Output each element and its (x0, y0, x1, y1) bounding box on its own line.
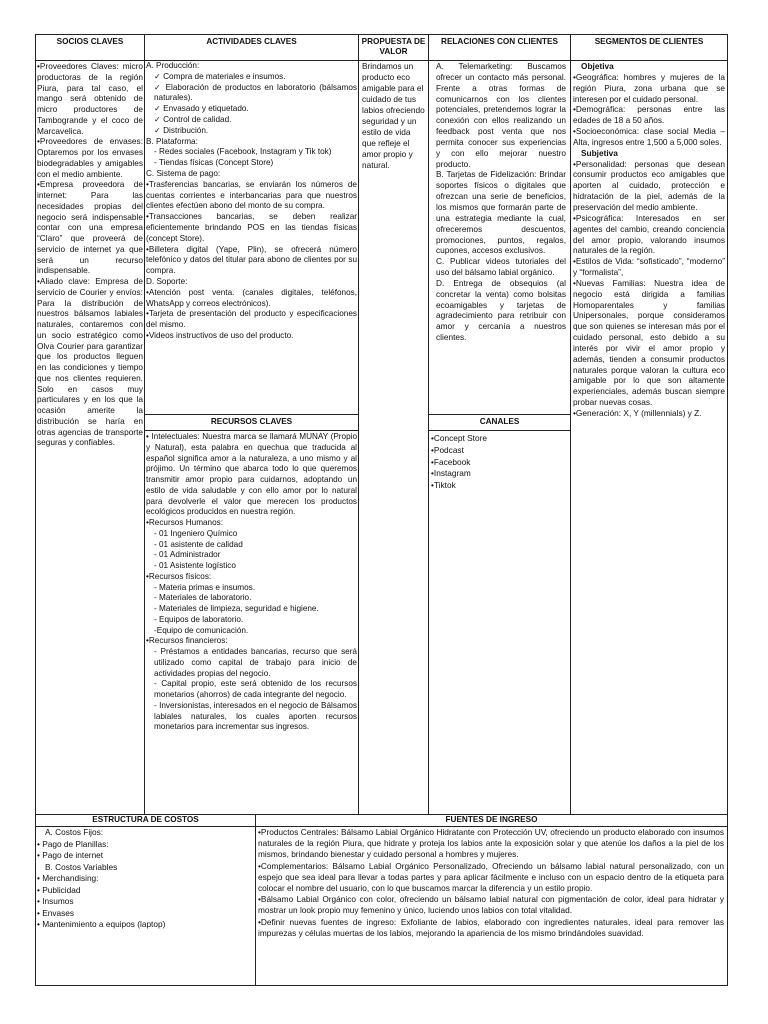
canal-item: •Facebook (431, 456, 471, 467)
recurso-intelectuales: • Intelectuales: Nuestra marca se llamará MUNAY (Propio y Natural), esta palabra en quechua que traducida al español significa amor a la naturaleza, a uno mismo y al prójimo. Un término que abarca todo lo que queremos transmitir amor propio para cuidarnos, adoptando un estilo de vida saludable y con ello amor por lo natural para devolverle el valor que merecen los productos ecológicos producidos en nuestra región. (146, 432, 357, 517)
costo-variable-item: • Publicidad (37, 884, 81, 895)
actividad-c-item: •Billetera digital (Yape, Plin), se ofrecerá número telefónico y datos del titular para abono de clientes por su compra. (146, 244, 357, 276)
segmento-objetiva-title: Objetiva (581, 61, 614, 71)
costo-fijo-item: • Pago de internet (37, 850, 104, 860)
actividad-d-item: •Atención post venta. (canales digitales, teléfonos, WhatsApp y correos electrónicos). (146, 287, 357, 308)
recurso-humano-item: - 01 Ingeniero Químico (154, 528, 238, 538)
ingreso-item: •Productos Centrales: Bálsamo Labial Orgánico Hidratante con Protección UV, ofreciendo un producto elaborado con insumos naturales de la región Piura, que hidrate y proteja los labios ante la exposición solar y que atenúe los daños a la piel de los mismos, brindando bienestar y cuidado personal a hombres y mujeres. (258, 827, 724, 860)
actividad-a-title: A. Producción: (146, 61, 200, 70)
canales-text (431, 433, 569, 503)
actividad-d-item: •Tarjeta de presentación del producto y especificaciones del mismo. (146, 309, 357, 330)
segmento-subjetiva-item: •Estilos de Vida: “sofisticado”, “moderno” y “formalista”, (573, 256, 725, 278)
recurso-financiero-item: - Inversionistas, interesados en el negocio de Bálsamos labiales naturales, los cuales aporten recursos monetarios para incrementar sus ingresos. (154, 700, 357, 732)
segmento-subjetiva-item: •Generación: X, Y (millennials) y Z. (573, 408, 702, 418)
propuesta-header-label: PROPUESTA DE VALOR (361, 37, 426, 56)
recursos-claves-text (146, 432, 357, 813)
canal-item: •Tiktok (431, 480, 456, 491)
segmentos-clientes-text (573, 61, 725, 813)
relacion-item: C. Publicar videos tutoriales del uso del bálsamo labial orgánico. (436, 256, 566, 278)
recurso-fisico-item: - Materia primas e insumos. (154, 582, 256, 592)
segmento-subjetiva-title: Subjetiva (581, 147, 618, 158)
segmento-subjetiva-item: •Nuevas Familias: Nuestra idea de negocio está dirigida a familias Homoparentales y familias Unipersonales, porque consideramos que son quienes se interesan más por el cuidado personal, esto debido a su interés por vivir el amor propio y además, tienden a consumir productos naturales porque valoran la cultura eco amigable por lo que son altamente experienciales, además buscan siempre probar nuevas cosas. (573, 277, 725, 408)
socios-header-label: SOCIOS CLAVES (56, 37, 124, 46)
header-canales (428, 414, 571, 431)
segmento-objetiva-item: •Geográfica: hombres y mujeres de la región Piura, zona urbana que se interesen por el cuidado personal. (573, 71, 725, 104)
ingreso-item: •Complementarios: Bálsamo Labial Orgánico Personalizado, Ofreciendo un bálsamo labial natural personalizado, con un espejo que sea ideal para llevar a todas partes y para aplicar fácilmente e incluso con un espacio dentro de la etiqueta para colocar el nombre del usuario, con lo que buscamos marcar la diferencia y un estilo propio. (258, 860, 724, 894)
recurso-humano-item: - 01 Asistente logístico (154, 561, 236, 570)
relacion-item: D. Entrega de obsequios (al concretar la venta) como bolsitas ecoamigables y tarjetas de agradecimiento para retribuir con amor y cercanía a nuestros clientes. (436, 277, 566, 343)
header-actividades-claves (144, 34, 359, 61)
ingreso-item: •Bálsamo Labial Orgánico con color, ofreciendo un bálsamo labial natural con pigmentación de color, ideal para hidratar y mostrar un look propio muy femenino y único, luciendo unos labios con total vitalidad. (258, 894, 724, 916)
estructura-costos-text (37, 827, 254, 937)
relacion-item: A. Telemarketing: Buscamos ofrecer un contacto más personal. Frente a otras formas de comunicarnos con los clientes potenciales, pretendemos lograr la conexión con ellos realizando un feedback post venta que nos permita conocer sus experiencias y con ello mejorar nuestro producto. (436, 61, 566, 169)
segmentos-header-label: SEGMENTOS DE CLIENTES (594, 37, 704, 46)
segmento-subjetiva-item: •Personalidad: personas que desean consumir productos eco amigables que aporten al cuidado, protección e hidratación de la piel, además de la preservación del medio ambiente. (573, 158, 725, 212)
costo-variable-item: • Mantenimiento a equipos (laptop) (37, 919, 166, 929)
socio-item: •Empresa proveedora de internet: Para las necesidades propias del negocio será indispensable contar con una empresa “Claro” que proveerá de servicio de internet ya que será un recurso indispensable. (37, 179, 143, 276)
recurso-financieros-title: •Recursos financieros: (146, 636, 228, 646)
socio-item: •Aliado clave: Empresa de servicio de Courier y envíos: Para la distribución de nuestros bálsamos labiales naturales, contaremos con un socio estratégico como Olva Courier para garantizar que los productos lleguen en las condiciones y tiempo que nos clientes requieren. Solo en casos muy particulares y en los que la ocasión amerite la distribución se haría en otras agencias de transporte seguras y confiables. (37, 276, 143, 448)
segmento-subjetiva-item: •Psicográfica: Interesados en ser agentes del cambio, creando conciencia del amor propio, valorando insumos naturales de la región. (573, 212, 725, 256)
propuesta-valor-paragraph: Brindamos un producto eco amigable para el cuidado de tus labios ofreciendo seguridad y un estilo de vida que refleje el amor propio y natural. (362, 61, 425, 170)
header-segmentos-clientes (570, 34, 728, 61)
recurso-fisico-item: - Materiales de limpieza, seguridad e higiene. (154, 604, 319, 613)
costos-header-label: ESTRUCTURA DE COSTOS (92, 815, 199, 824)
recurso-humano-item: - 01 Administrador (154, 550, 221, 560)
socios-claves-text (37, 61, 143, 813)
relacion-item: B. Tarjetas de Fidelización: Brindar soportes físicos o digitales que ofrezcan una serie de beneficios, los mismos que formarán parte de una estrategia mediante la cual, ofreceremos descuentos, promociones, puntos, regalos, cupones, accesos exclusivos. (436, 169, 566, 256)
actividad-a-item: ✓ Elaboración de productos en laboratorio (bálsamos naturales). (154, 82, 357, 103)
actividad-c-item: •Transacciones bancarias, se deben realizar eficientemente brindando POS en las tiendas físicas (concept Store). (146, 212, 357, 243)
costo-variable-item: • Insumos (37, 896, 74, 906)
costo-fijo-item: • Pago de Planillas: (37, 838, 109, 849)
recurso-financiero-item: - Préstamos a entidades bancarias, recurso que será utilizado como capital de trabajo para inicio de actividades propias del negocio. (154, 647, 357, 678)
actividad-d-title: D. Soporte: (146, 276, 188, 286)
actividad-c-item: •Trasferencias bancarias, se enviarán los números de cuentas corrientes e interbancarias para que nuestros clientes efectúen abono del monto de su compra. (146, 179, 357, 211)
socio-item: •Proveedores de envases: Optaremos por los envases biodegradables y amigables con el medio ambiente. (37, 136, 143, 179)
actividad-b-item: - Tiendas físicas (Concept Store) (154, 158, 274, 168)
costo-variable-item: • Envases (37, 907, 75, 918)
actividad-b-title: B. Plataforma: (146, 136, 198, 146)
header-propuesta-valor (358, 34, 429, 61)
actividad-a-item: ✓ Compra de materiales e insumos. (154, 71, 286, 81)
recurso-fisico-item: -Equipo de comunicación. (154, 625, 249, 635)
fuentes-ingreso-text (258, 827, 724, 985)
costos-fijos-title: A. Costos Fijos: (45, 827, 104, 837)
actividad-b-item: - Redes sociales (Facebook, Instagram y Tik tok) (154, 147, 332, 157)
socio-item: •Proveedores Claves: micro productoras de la región Piura, para tal caso, el mango será obtenido de micro productores de Tambogrande y el coco de Marcavelica. (37, 61, 143, 136)
propuesta-valor-text (362, 61, 426, 221)
ingresos-header-label: FUENTES DE INGRESO (445, 815, 538, 824)
header-socios-claves (35, 34, 145, 61)
relaciones-clientes-text (436, 61, 566, 413)
canales-header-label: CANALES (479, 417, 520, 426)
canal-item: •Concept Store (431, 433, 487, 443)
actividad-d-item: •Videos instructivos de uso del producto. (146, 330, 294, 340)
actividades-claves-text (146, 61, 357, 413)
actividad-a-item: ✓ Envasado y etiquetado. (154, 104, 249, 114)
recurso-fisicos-title: •Recursos físicos: (146, 571, 212, 581)
canal-item: •Instagram (431, 468, 471, 479)
actividades-header-label: ACTIVIDADES CLAVES (206, 37, 297, 46)
header-recursos-claves (144, 414, 359, 431)
recurso-financiero-item: - Capital propio, este será obtenido de los recursos monetarios (ahorros) de cada integrante del negocio. (154, 679, 357, 699)
header-relaciones-clientes (428, 34, 571, 61)
recursos-header-label: RECURSOS CLAVES (210, 417, 293, 426)
costos-variables-title: B. Costos Variables (45, 861, 118, 872)
recurso-humanos-title: •Recursos Humanos: (146, 518, 224, 527)
actividad-c-title: C. Sistema de pago: (146, 168, 221, 178)
costo-variable-item: • Merchandising: (37, 873, 99, 883)
actividad-a-item: ✓ Control de calidad. (154, 114, 232, 124)
relaciones-header-label: RELACIONES CON CLIENTES (441, 37, 558, 46)
recurso-humano-item: - 01 asistente de calidad (154, 539, 243, 549)
canal-item: •Podcast (431, 444, 464, 455)
recurso-fisico-item: - Materiales de laboratorio. (154, 593, 252, 603)
segmento-objetiva-item: •Demográfica: personas entre las edades de 18 a 50 años. (573, 104, 725, 126)
actividad-a-item: ✓ Distribución. (154, 125, 209, 135)
recurso-fisico-item: - Equipos de laboratorio. (154, 614, 244, 624)
ingreso-item: •Definir nuevas fuentes de ingreso: Exfoliante de labios, elaborado con ingredientes naturales, ideal para remover las impurezas y células muertas de los labios, mejorando la apariencia de los mismo brindándoles suavidad. (258, 916, 724, 938)
segmento-objetiva-item: •Socioeconómica: clase social Media – Alta, ingresos entre 1,500 a 5,000 soles. (573, 126, 725, 147)
